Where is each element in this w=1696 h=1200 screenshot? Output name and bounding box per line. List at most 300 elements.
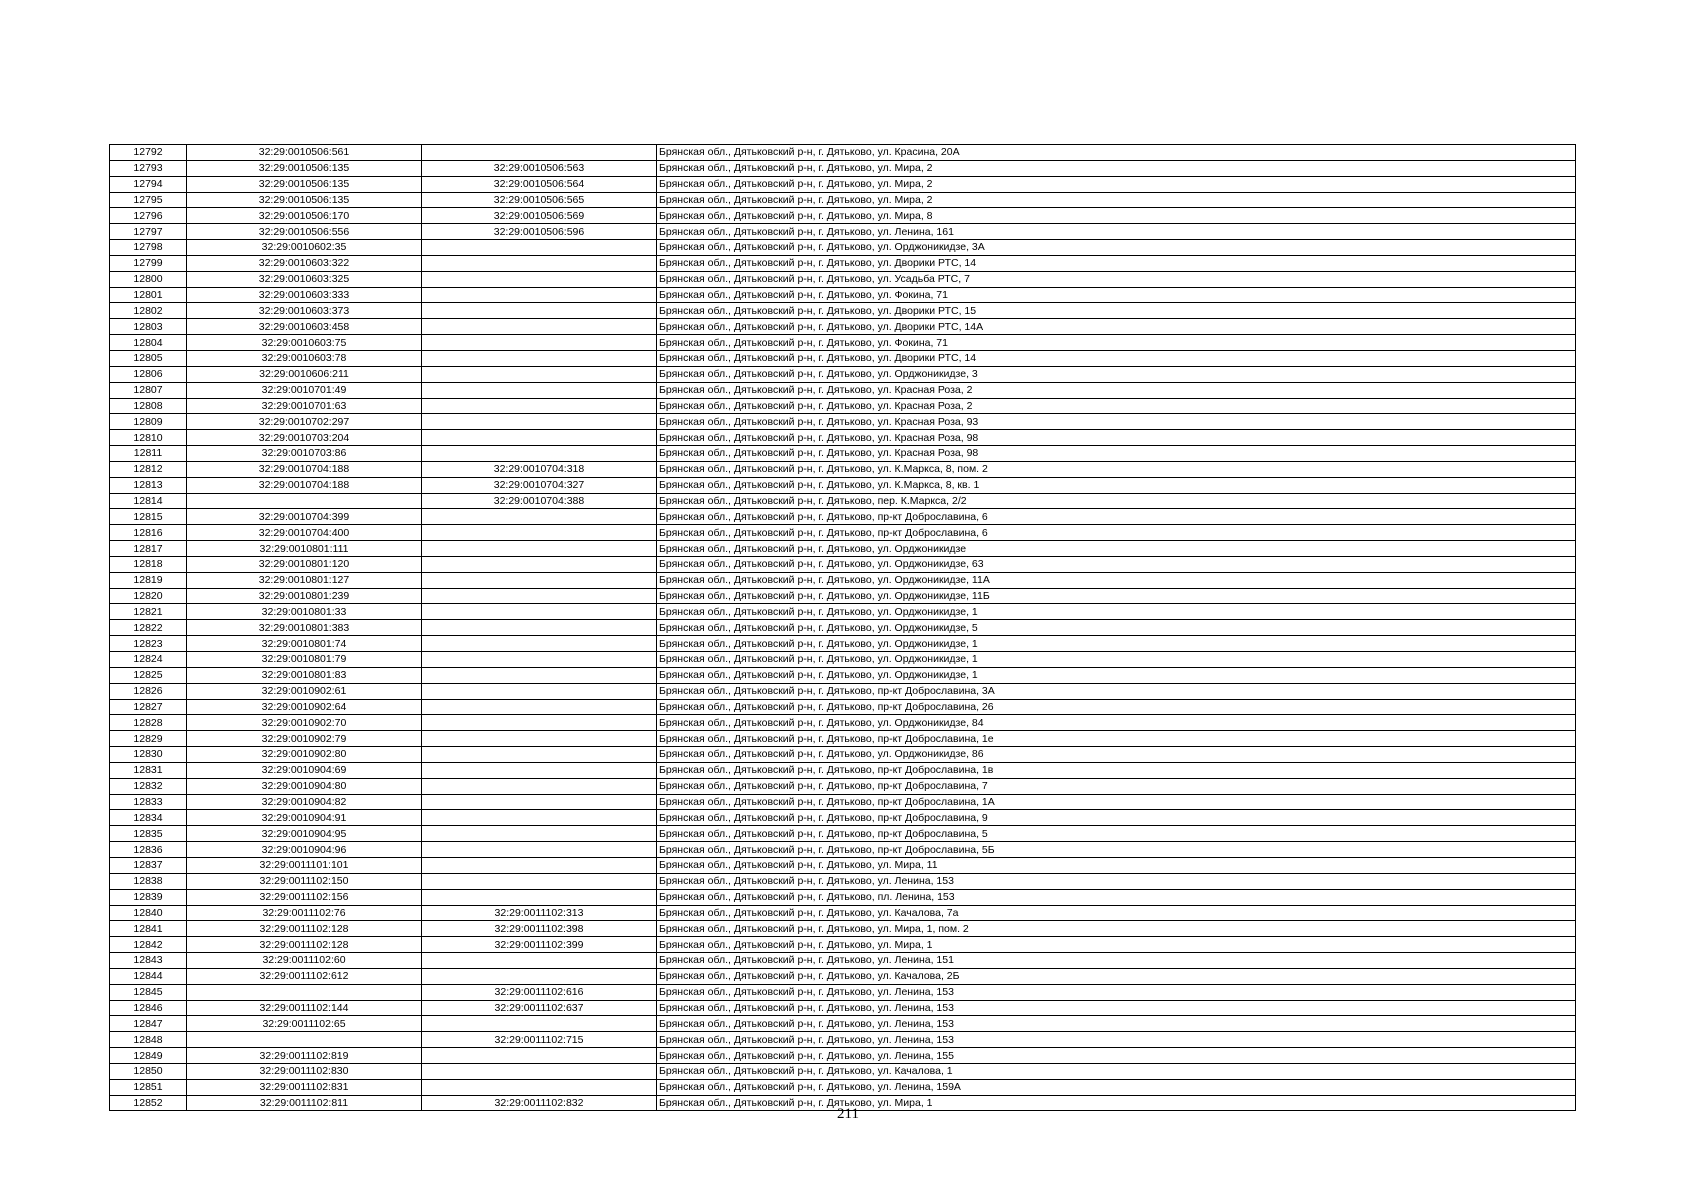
cadastral-number-cell: 32:29:0010801:83: [187, 667, 422, 683]
address-cell: Брянская обл., Дятьковский р-н, г. Дятьково, пр-кт Доброславина, 5: [657, 826, 1576, 842]
cadastral-number-cell: 32:29:0011102:819: [187, 1048, 422, 1064]
row-number-cell: 12814: [110, 493, 187, 509]
table-row: [110, 636, 1576, 652]
cadastral-number-cell: 32:29:0011102:612: [187, 968, 422, 984]
table-row: [110, 176, 1576, 192]
object-number-cell: [422, 683, 657, 699]
address-cell: Брянская обл., Дятьковский р-н, г. Дятьково, ул. Дворики РТС, 14: [657, 255, 1576, 271]
page-number: 211: [837, 1106, 859, 1122]
address-cell: Брянская обл., Дятьковский р-н, г. Дятьково, пл. Ленина, 153: [657, 889, 1576, 905]
row-number-cell: 12823: [110, 636, 187, 652]
row-number-cell: 12841: [110, 921, 187, 937]
object-number-cell: [422, 968, 657, 984]
row-number-cell: 12811: [110, 446, 187, 462]
cadastral-number-cell: 32:29:0010506:561: [187, 145, 422, 161]
row-number-cell: 12793: [110, 160, 187, 176]
row-number-cell: 12792: [110, 145, 187, 161]
address-cell: Брянская обл., Дятьковский р-н, г. Дятьково, ул. Ленина, 153: [657, 1032, 1576, 1048]
object-number-cell: [422, 240, 657, 256]
object-number-cell: 32:29:0010704:388: [422, 493, 657, 509]
cadastral-number-cell: 32:29:0011102:128: [187, 937, 422, 953]
address-cell: Брянская обл., Дятьковский р-н, г. Дятьково, пр-кт Доброславина, 3А: [657, 683, 1576, 699]
row-number-cell: 12842: [110, 937, 187, 953]
row-number-cell: 12831: [110, 762, 187, 778]
cadastral-number-cell: 32:29:0010603:78: [187, 350, 422, 366]
row-number-cell: 12806: [110, 366, 187, 382]
object-number-cell: [422, 366, 657, 382]
object-number-cell: [422, 699, 657, 715]
table-row: [110, 810, 1576, 826]
address-cell: Брянская обл., Дятьковский р-н, г. Дятьково, пр-кт Доброславина, 9: [657, 810, 1576, 826]
cadastral-number-cell: 32:29:0011102:60: [187, 953, 422, 969]
table-row: [110, 255, 1576, 271]
object-number-cell: [422, 287, 657, 303]
cadastral-number-cell: 32:29:0010703:86: [187, 446, 422, 462]
address-cell: Брянская обл., Дятьковский р-н, г. Дятьково, ул. Мира, 8: [657, 208, 1576, 224]
object-number-cell: [422, 731, 657, 747]
table-row: [110, 1063, 1576, 1079]
table-row: [110, 953, 1576, 969]
table-row: [110, 731, 1576, 747]
table-row: [110, 160, 1576, 176]
cadastral-number-cell: 32:29:0010603:333: [187, 287, 422, 303]
address-cell: Брянская обл., Дятьковский р-н, г. Дятьково, пр-кт Доброславина, 26: [657, 699, 1576, 715]
row-number-cell: 12825: [110, 667, 187, 683]
row-number-cell: 12816: [110, 525, 187, 541]
table-row: [110, 572, 1576, 588]
table-row: [110, 525, 1576, 541]
row-number-cell: 12813: [110, 477, 187, 493]
address-cell: Брянская обл., Дятьковский р-н, г. Дятьково, ул. Мира, 2: [657, 160, 1576, 176]
table-row: [110, 857, 1576, 873]
object-number-cell: [422, 652, 657, 668]
table-row: [110, 921, 1576, 937]
object-number-cell: [422, 303, 657, 319]
table-row: [110, 382, 1576, 398]
cadastral-number-cell: 32:29:0010704:400: [187, 525, 422, 541]
table-row: [110, 509, 1576, 525]
object-number-cell: [422, 430, 657, 446]
table-row: [110, 145, 1576, 161]
object-number-cell: [422, 794, 657, 810]
row-number-cell: 12824: [110, 652, 187, 668]
object-number-cell: [422, 319, 657, 335]
registry-table: [109, 144, 1576, 1111]
row-number-cell: 12844: [110, 968, 187, 984]
address-cell: Брянская обл., Дятьковский р-н, г. Дятьково, ул. Мира, 2: [657, 176, 1576, 192]
object-number-cell: [422, 1048, 657, 1064]
object-number-cell: [422, 255, 657, 271]
table-row: [110, 794, 1576, 810]
object-number-cell: [422, 762, 657, 778]
address-cell: Брянская обл., Дятьковский р-н, г. Дятьково, ул. Фокина, 71: [657, 287, 1576, 303]
address-cell: Брянская обл., Дятьковский р-н, г. Дятьково, ул. Красная Роза, 2: [657, 382, 1576, 398]
row-number-cell: 12847: [110, 1016, 187, 1032]
row-number-cell: 12837: [110, 857, 187, 873]
cadastral-number-cell: 32:29:0011102:831: [187, 1079, 422, 1095]
row-number-cell: 12805: [110, 350, 187, 366]
cadastral-number-cell: 32:29:0010606:211: [187, 366, 422, 382]
row-number-cell: 12818: [110, 556, 187, 572]
table-row: [110, 747, 1576, 763]
object-number-cell: [422, 1079, 657, 1095]
address-cell: Брянская обл., Дятьковский р-н, г. Дятьково, ул. Орджоникидзе, 84: [657, 715, 1576, 731]
table-row: [110, 842, 1576, 858]
row-number-cell: 12830: [110, 747, 187, 763]
object-number-cell: [422, 271, 657, 287]
row-number-cell: 12799: [110, 255, 187, 271]
cadastral-number-cell: 32:29:0010904:69: [187, 762, 422, 778]
cadastral-number-cell: 32:29:0010801:79: [187, 652, 422, 668]
address-cell: Брянская обл., Дятьковский р-н, г. Дятьково, ул. Орджоникидзе, 1: [657, 604, 1576, 620]
table-row: [110, 224, 1576, 240]
table-row: [110, 477, 1576, 493]
object-number-cell: [422, 842, 657, 858]
address-cell: Брянская обл., Дятьковский р-н, г. Дятьково, ул. К.Маркса, 8, кв. 1: [657, 477, 1576, 493]
row-number-cell: 12804: [110, 335, 187, 351]
row-number-cell: 12820: [110, 588, 187, 604]
address-cell: Брянская обл., Дятьковский р-н, г. Дятьково, ул. Красная Роза, 98: [657, 430, 1576, 446]
cadastral-number-cell: 32:29:0011102:128: [187, 921, 422, 937]
cadastral-number-cell: 32:29:0011102:830: [187, 1063, 422, 1079]
cadastral-number-cell: 32:29:0010603:75: [187, 335, 422, 351]
address-cell: Брянская обл., Дятьковский р-н, г. Дятьково, ул. Качалова, 1: [657, 1063, 1576, 1079]
cadastral-number-cell: 32:29:0010603:373: [187, 303, 422, 319]
object-number-cell: 32:29:0011102:616: [422, 984, 657, 1000]
cadastral-number-cell: 32:29:0011102:76: [187, 905, 422, 921]
object-number-cell: 32:29:0011102:832: [422, 1095, 657, 1111]
object-number-cell: [422, 556, 657, 572]
table-row: [110, 1000, 1576, 1016]
cadastral-number-cell: 32:29:0010904:91: [187, 810, 422, 826]
object-number-cell: 32:29:0011102:399: [422, 937, 657, 953]
cadastral-number-cell: 32:29:0011102:156: [187, 889, 422, 905]
table-row: [110, 905, 1576, 921]
address-cell: Брянская обл., Дятьковский р-н, г. Дятьково, ул. Усадьба РТС, 7: [657, 271, 1576, 287]
address-cell: Брянская обл., Дятьковский р-н, г. Дятьково, ул. Ленина, 151: [657, 953, 1576, 969]
table-row: [110, 984, 1576, 1000]
address-cell: Брянская обл., Дятьковский р-н, г. Дятьково, ул. Качалова, 7а: [657, 905, 1576, 921]
cadastral-number-cell: 32:29:0010801:239: [187, 588, 422, 604]
table-row: [110, 350, 1576, 366]
object-number-cell: [422, 398, 657, 414]
cadastral-number-cell: 32:29:0010801:127: [187, 572, 422, 588]
table-row: [110, 667, 1576, 683]
object-number-cell: 32:29:0010506:565: [422, 192, 657, 208]
address-cell: Брянская обл., Дятьковский р-н, г. Дятьково, ул. Ленина, 153: [657, 873, 1576, 889]
address-cell: Брянская обл., Дятьковский р-н, г. Дятьково, ул. Мира, 2: [657, 192, 1576, 208]
cadastral-number-cell: 32:29:0010603:458: [187, 319, 422, 335]
row-number-cell: 12821: [110, 604, 187, 620]
row-number-cell: 12839: [110, 889, 187, 905]
row-number-cell: 12801: [110, 287, 187, 303]
object-number-cell: [422, 810, 657, 826]
table-row: [110, 826, 1576, 842]
cadastral-number-cell: 32:29:0010801:74: [187, 636, 422, 652]
row-number-cell: 12850: [110, 1063, 187, 1079]
row-number-cell: 12812: [110, 461, 187, 477]
row-number-cell: 12838: [110, 873, 187, 889]
object-number-cell: [422, 747, 657, 763]
address-cell: Брянская обл., Дятьковский р-н, г. Дятьково, ул. Орджоникидзе, 1: [657, 667, 1576, 683]
row-number-cell: 12826: [110, 683, 187, 699]
address-cell: Брянская обл., Дятьковский р-н, г. Дятьково, ул. Качалова, 2Б: [657, 968, 1576, 984]
address-cell: Брянская обл., Дятьковский р-н, г. Дятьково, ул. Фокина, 71: [657, 335, 1576, 351]
cadastral-number-cell: 32:29:0010801:120: [187, 556, 422, 572]
row-number-cell: 12796: [110, 208, 187, 224]
table-row: [110, 303, 1576, 319]
table-row: [110, 461, 1576, 477]
table-row: [110, 937, 1576, 953]
row-number-cell: 12834: [110, 810, 187, 826]
row-number-cell: 12849: [110, 1048, 187, 1064]
row-number-cell: 12848: [110, 1032, 187, 1048]
object-number-cell: [422, 414, 657, 430]
table-row: [110, 889, 1576, 905]
object-number-cell: [422, 636, 657, 652]
table-row: [110, 1079, 1576, 1095]
table-row: [110, 446, 1576, 462]
address-cell: Брянская обл., Дятьковский р-н, г. Дятьково, ул. Мира, 11: [657, 857, 1576, 873]
row-number-cell: 12810: [110, 430, 187, 446]
address-cell: Брянская обл., Дятьковский р-н, г. Дятьково, ул. Ленина, 155: [657, 1048, 1576, 1064]
cadastral-number-cell: 32:29:0010904:96: [187, 842, 422, 858]
cadastral-number-cell: 32:29:0011102:150: [187, 873, 422, 889]
registry-table-body: [110, 145, 1576, 1111]
row-number-cell: 12795: [110, 192, 187, 208]
table-row: [110, 335, 1576, 351]
cadastral-number-cell: 32:29:0010904:82: [187, 794, 422, 810]
address-cell: Брянская обл., Дятьковский р-н, г. Дятьково, ул. К.Маркса, 8, пом. 2: [657, 461, 1576, 477]
cadastral-number-cell: 32:29:0011102:65: [187, 1016, 422, 1032]
cadastral-number-cell: 32:29:0010902:61: [187, 683, 422, 699]
address-cell: Брянская обл., Дятьковский р-н, г. Дятьково, ул. Орджоникидзе, 86: [657, 747, 1576, 763]
object-number-cell: 32:29:0010506:569: [422, 208, 657, 224]
row-number-cell: 12800: [110, 271, 187, 287]
address-cell: Брянская обл., Дятьковский р-н, г. Дятьково, ул. Орджоникидзе, 5: [657, 620, 1576, 636]
object-number-cell: [422, 857, 657, 873]
table-row: [110, 1032, 1576, 1048]
table-row: [110, 366, 1576, 382]
table-row: [110, 683, 1576, 699]
cadastral-number-cell: 32:29:0010902:80: [187, 747, 422, 763]
table-row: [110, 240, 1576, 256]
table-row: [110, 620, 1576, 636]
object-number-cell: [422, 826, 657, 842]
address-cell: Брянская обл., Дятьковский р-н, г. Дятьково, ул. Орджоникидзе, 1: [657, 636, 1576, 652]
cadastral-number-cell: [187, 1032, 422, 1048]
table-row: [110, 192, 1576, 208]
address-cell: Брянская обл., Дятьковский р-н, г. Дятьково, ул. Красная Роза, 93: [657, 414, 1576, 430]
row-number-cell: 12832: [110, 778, 187, 794]
address-cell: Брянская обл., Дятьковский р-н, г. Дятьково, ул. Орджоникидзе, 63: [657, 556, 1576, 572]
address-cell: Брянская обл., Дятьковский р-н, г. Дятьково, ул. Красная Роза, 2: [657, 398, 1576, 414]
table-row: [110, 968, 1576, 984]
cadastral-number-cell: 32:29:0011102:144: [187, 1000, 422, 1016]
table-row: [110, 287, 1576, 303]
address-cell: Брянская обл., Дятьковский р-н, г. Дятьково, ул. Ленина, 153: [657, 1016, 1576, 1032]
object-number-cell: [422, 604, 657, 620]
address-cell: Брянская обл., Дятьковский р-н, г. Дятьково, пр-кт Доброславина, 7: [657, 778, 1576, 794]
row-number-cell: 12852: [110, 1095, 187, 1111]
address-cell: Брянская обл., Дятьковский р-н, г. Дятьково, ул. Красина, 20А: [657, 145, 1576, 161]
cadastral-number-cell: 32:29:0010701:63: [187, 398, 422, 414]
table-row: [110, 556, 1576, 572]
cadastral-number-cell: 32:29:0010801:111: [187, 541, 422, 557]
address-cell: Брянская обл., Дятьковский р-н, г. Дятьково, ул. Орджоникидзе, 1: [657, 652, 1576, 668]
row-number-cell: 12797: [110, 224, 187, 240]
row-number-cell: 12840: [110, 905, 187, 921]
row-number-cell: 12836: [110, 842, 187, 858]
row-number-cell: 12802: [110, 303, 187, 319]
object-number-cell: [422, 715, 657, 731]
object-number-cell: [422, 1063, 657, 1079]
address-cell: Брянская обл., Дятьковский р-н, г. Дятьково, ул. Орджоникидзе: [657, 541, 1576, 557]
cadastral-number-cell: 32:29:0010506:135: [187, 160, 422, 176]
table-row: [110, 430, 1576, 446]
cadastral-number-cell: 32:29:0011101:101: [187, 857, 422, 873]
table-row: [110, 271, 1576, 287]
row-number-cell: 12803: [110, 319, 187, 335]
object-number-cell: [422, 889, 657, 905]
row-number-cell: 12827: [110, 699, 187, 715]
row-number-cell: 12808: [110, 398, 187, 414]
object-number-cell: [422, 446, 657, 462]
address-cell: Брянская обл., Дятьковский р-н, г. Дятьково, ул. Мира, 1, пом. 2: [657, 921, 1576, 937]
row-number-cell: 12817: [110, 541, 187, 557]
cadastral-number-cell: [187, 493, 422, 509]
cadastral-number-cell: 32:29:0010904:80: [187, 778, 422, 794]
table-row: [110, 588, 1576, 604]
object-number-cell: [422, 335, 657, 351]
table-row: [110, 873, 1576, 889]
cadastral-number-cell: 32:29:0010902:70: [187, 715, 422, 731]
object-number-cell: [422, 620, 657, 636]
table-row: [110, 414, 1576, 430]
address-cell: Брянская обл., Дятьковский р-н, г. Дятьково, пр-кт Доброславина, 6: [657, 509, 1576, 525]
object-number-cell: 32:29:0010704:318: [422, 461, 657, 477]
object-number-cell: [422, 541, 657, 557]
table-row: [110, 699, 1576, 715]
object-number-cell: 32:29:0010506:596: [422, 224, 657, 240]
object-number-cell: 32:29:0010506:563: [422, 160, 657, 176]
address-cell: Брянская обл., Дятьковский р-н, г. Дятьково, ул. Мира, 1: [657, 937, 1576, 953]
object-number-cell: [422, 1016, 657, 1032]
object-number-cell: [422, 667, 657, 683]
address-cell: Брянская обл., Дятьковский р-н, г. Дятьково, ул. Красная Роза, 98: [657, 446, 1576, 462]
table-row: [110, 715, 1576, 731]
address-cell: Брянская обл., Дятьковский р-н, г. Дятьково, ул. Орджоникидзе, 11А: [657, 572, 1576, 588]
table-row: [110, 1048, 1576, 1064]
address-cell: Брянская обл., Дятьковский р-н, г. Дятьково, ул. Орджоникидзе, 11Б: [657, 588, 1576, 604]
cadastral-number-cell: 32:29:0010902:64: [187, 699, 422, 715]
address-cell: Брянская обл., Дятьковский р-н, г. Дятьково, ул. Ленина, 153: [657, 984, 1576, 1000]
cadastral-number-cell: 32:29:0010603:325: [187, 271, 422, 287]
row-number-cell: 12851: [110, 1079, 187, 1095]
object-number-cell: [422, 953, 657, 969]
object-number-cell: 32:29:0011102:637: [422, 1000, 657, 1016]
table-row: [110, 398, 1576, 414]
address-cell: Брянская обл., Дятьковский р-н, г. Дятьково, ул. Мира, 1: [657, 1095, 1576, 1111]
table-row: [110, 493, 1576, 509]
row-number-cell: 12829: [110, 731, 187, 747]
object-number-cell: 32:29:0011102:715: [422, 1032, 657, 1048]
address-cell: Брянская обл., Дятьковский р-н, г. Дятьково, ул. Дворики РТС, 15: [657, 303, 1576, 319]
address-cell: Брянская обл., Дятьковский р-н, г. Дятьково, пр-кт Доброславина, 1А: [657, 794, 1576, 810]
address-cell: Брянская обл., Дятьковский р-н, г. Дятьково, ул. Ленина, 153: [657, 1000, 1576, 1016]
cadastral-number-cell: 32:29:0010603:322: [187, 255, 422, 271]
row-number-cell: 12794: [110, 176, 187, 192]
cadastral-number-cell: 32:29:0010506:135: [187, 192, 422, 208]
cadastral-number-cell: 32:29:0010701:49: [187, 382, 422, 398]
row-number-cell: 12846: [110, 1000, 187, 1016]
row-number-cell: 12833: [110, 794, 187, 810]
cadastral-number-cell: 32:29:0010904:95: [187, 826, 422, 842]
cadastral-number-cell: 32:29:0010704:399: [187, 509, 422, 525]
cadastral-number-cell: 32:29:0010602:35: [187, 240, 422, 256]
object-number-cell: 32:29:0010506:564: [422, 176, 657, 192]
object-number-cell: 32:29:0011102:398: [422, 921, 657, 937]
address-cell: Брянская обл., Дятьковский р-н, г. Дятьково, ул. Дворики РТС, 14: [657, 350, 1576, 366]
object-number-cell: [422, 572, 657, 588]
address-cell: Брянская обл., Дятьковский р-н, г. Дятьково, ул. Ленина, 161: [657, 224, 1576, 240]
object-number-cell: [422, 350, 657, 366]
address-cell: Брянская обл., Дятьковский р-н, г. Дятьково, ул. Орджоникидзе, 3: [657, 366, 1576, 382]
address-cell: Брянская обл., Дятьковский р-н, г. Дятьково, пр-кт Доброславина, 1е: [657, 731, 1576, 747]
object-number-cell: [422, 509, 657, 525]
row-number-cell: 12828: [110, 715, 187, 731]
row-number-cell: 12843: [110, 953, 187, 969]
object-number-cell: [422, 382, 657, 398]
object-number-cell: [422, 525, 657, 541]
object-number-cell: 32:29:0010704:327: [422, 477, 657, 493]
table-row: [110, 1016, 1576, 1032]
row-number-cell: 12819: [110, 572, 187, 588]
table-row: [110, 778, 1576, 794]
cadastral-number-cell: [187, 984, 422, 1000]
cadastral-number-cell: 32:29:0010801:383: [187, 620, 422, 636]
table-row: [110, 208, 1576, 224]
cadastral-number-cell: 32:29:0010703:204: [187, 430, 422, 446]
address-cell: Брянская обл., Дятьковский р-н, г. Дятьково, пр-кт Доброславина, 5Б: [657, 842, 1576, 858]
object-number-cell: [422, 145, 657, 161]
table-row: [110, 319, 1576, 335]
row-number-cell: 12822: [110, 620, 187, 636]
address-cell: Брянская обл., Дятьковский р-н, г. Дятьково, ул. Дворики РТС, 14А: [657, 319, 1576, 335]
object-number-cell: [422, 778, 657, 794]
cadastral-number-cell: 32:29:0011102:811: [187, 1095, 422, 1111]
object-number-cell: [422, 873, 657, 889]
address-cell: Брянская обл., Дятьковский р-н, г. Дятьково, пр-кт Доброславина, 1в: [657, 762, 1576, 778]
table-row: [110, 762, 1576, 778]
row-number-cell: 12809: [110, 414, 187, 430]
cadastral-number-cell: 32:29:0010506:170: [187, 208, 422, 224]
cadastral-number-cell: 32:29:0010902:79: [187, 731, 422, 747]
table-row: [110, 652, 1576, 668]
object-number-cell: [422, 588, 657, 604]
row-number-cell: 12845: [110, 984, 187, 1000]
row-number-cell: 12835: [110, 826, 187, 842]
cadastral-number-cell: 32:29:0010506:135: [187, 176, 422, 192]
row-number-cell: 12798: [110, 240, 187, 256]
object-number-cell: 32:29:0011102:313: [422, 905, 657, 921]
row-number-cell: 12815: [110, 509, 187, 525]
table-row: [110, 541, 1576, 557]
row-number-cell: 12807: [110, 382, 187, 398]
cadastral-number-cell: 32:29:0010801:33: [187, 604, 422, 620]
cadastral-number-cell: 32:29:0010704:188: [187, 477, 422, 493]
cadastral-number-cell: 32:29:0010702:297: [187, 414, 422, 430]
